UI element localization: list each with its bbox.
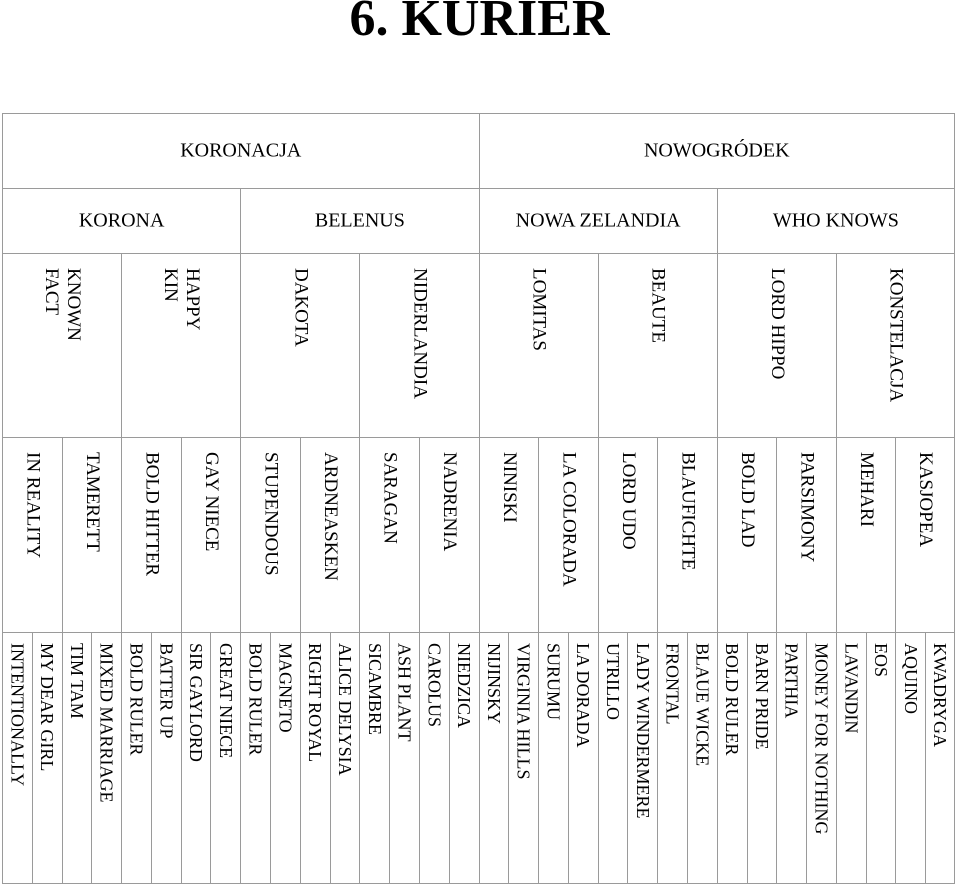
gen5-cell bbox=[449, 632, 479, 884]
gen5-name: GREAT NIECE bbox=[215, 643, 236, 759]
gen5-cell bbox=[747, 632, 777, 884]
gen5-cell bbox=[181, 632, 211, 884]
gen4-cell bbox=[895, 437, 955, 632]
gen5-name: ASH PLANT bbox=[394, 643, 415, 742]
gen5-cell bbox=[330, 632, 360, 884]
gen2-cell bbox=[2, 188, 240, 253]
gen4-cell bbox=[419, 437, 479, 632]
gen5-cell bbox=[687, 632, 717, 884]
gen5-cell bbox=[359, 632, 389, 884]
gen5-name: NIJINSKY bbox=[483, 643, 504, 724]
gen4-name: LA COLORADA bbox=[558, 452, 580, 587]
gen5-cell bbox=[627, 632, 657, 884]
gen5-cell bbox=[717, 632, 747, 884]
gen3-name: BEAUTE bbox=[647, 268, 669, 343]
gen4-cell bbox=[181, 437, 241, 632]
gen5-name: SIR GAYLORD bbox=[186, 643, 207, 762]
gen5-cell bbox=[151, 632, 181, 884]
gen4-name: BLAUFICHTE bbox=[677, 452, 699, 571]
gen3-name: NIDERLANDIA bbox=[409, 268, 431, 399]
gen5-name: UTRILLO bbox=[603, 643, 624, 720]
gen5-name: KWADRYGA bbox=[930, 643, 951, 748]
gen5-name: MIXED MARRIAGE bbox=[96, 643, 117, 803]
gen1-name: NOWOGRÓDEK bbox=[643, 139, 790, 162]
gen3-name: KNOWN FACT bbox=[41, 268, 85, 341]
gen5-name: MY DEAR GIRL bbox=[37, 643, 58, 772]
gen5-cell bbox=[270, 632, 300, 884]
gen5-name: VIRGINIA HILLS bbox=[513, 643, 534, 780]
gen5-name: LADY WINDERMERE bbox=[632, 643, 653, 819]
gen3-name: LOMITAS bbox=[528, 268, 550, 351]
gen5-cell bbox=[657, 632, 687, 884]
gen3-name: LORD HIPPO bbox=[766, 268, 788, 380]
gen5-name: BOLD RULER bbox=[722, 643, 743, 756]
gen4-cell bbox=[538, 437, 598, 632]
gen3-cell bbox=[121, 253, 240, 437]
gen5-name: ALICE DELYSIA bbox=[334, 643, 355, 776]
gen5-name: MONEY FOR NOTHING bbox=[811, 643, 832, 835]
gen4-name: MEHARI bbox=[856, 452, 878, 527]
gen5-name: LA DORADA bbox=[573, 643, 594, 748]
gen5-cell bbox=[925, 632, 955, 884]
gen5-name: AQUINO bbox=[900, 643, 921, 714]
gen5-cell bbox=[419, 632, 449, 884]
gen2-name: KORONA bbox=[78, 209, 165, 232]
gen5-cell bbox=[2, 632, 32, 884]
gen4-name: LORD UDO bbox=[617, 452, 639, 550]
gen3-cell bbox=[598, 253, 717, 437]
gen3-cell bbox=[717, 253, 836, 437]
gen5-cell bbox=[300, 632, 330, 884]
gen4-cell bbox=[479, 437, 539, 632]
gen5-cell bbox=[240, 632, 270, 884]
gen5-name: FRONTAL bbox=[662, 643, 683, 725]
gen4-cell bbox=[717, 437, 777, 632]
gen5-name: BOLD RULER bbox=[245, 643, 266, 756]
gen2-name: NOWA ZELANDIA bbox=[515, 209, 681, 232]
gen2-cell bbox=[717, 188, 955, 253]
gen3-cell bbox=[359, 253, 478, 437]
gen4-name: NADRENIA bbox=[439, 452, 461, 552]
gen2-name: BELENUS bbox=[314, 209, 405, 232]
gen3-name: HAPPY KIN bbox=[160, 268, 204, 330]
gen4-cell bbox=[836, 437, 896, 632]
gen4-name: STUPENDOUS bbox=[260, 452, 282, 576]
gen3-name: DAKOTA bbox=[290, 268, 312, 347]
gen4-cell bbox=[62, 437, 122, 632]
gen4-cell bbox=[300, 437, 360, 632]
gen5-cell bbox=[866, 632, 896, 884]
gen5-cell bbox=[389, 632, 419, 884]
gen5-name: RIGHT ROYAL bbox=[305, 643, 326, 763]
gen4-cell bbox=[776, 437, 836, 632]
gen5-cell bbox=[91, 632, 121, 884]
gen5-cell bbox=[776, 632, 806, 884]
gen5-cell bbox=[538, 632, 568, 884]
gen5-name: BATTER UP bbox=[156, 643, 177, 739]
gen5-cell bbox=[62, 632, 92, 884]
page-title: 6. KURIER bbox=[349, 0, 610, 47]
gen5-name: NIEDZICA bbox=[454, 643, 475, 728]
gen5-name: LAVANDIN bbox=[841, 643, 862, 734]
gen5-name: TIM TAM bbox=[66, 643, 87, 719]
gen1-cell bbox=[479, 113, 956, 188]
gen5-cell bbox=[598, 632, 628, 884]
gen4-name: BOLD LAD bbox=[737, 452, 759, 548]
gen4-name: BOLD HITTER bbox=[141, 452, 163, 577]
gen4-name: IN REALITY bbox=[22, 452, 44, 559]
gen5-name: BOLD RULER bbox=[126, 643, 147, 756]
gen5-name: INTENTIONALLY bbox=[7, 643, 28, 787]
gen5-cell bbox=[32, 632, 62, 884]
gen4-cell bbox=[240, 437, 300, 632]
gen4-cell bbox=[2, 437, 62, 632]
gen2-cell bbox=[479, 188, 717, 253]
gen5-cell bbox=[836, 632, 866, 884]
gen5-cell bbox=[121, 632, 151, 884]
gen3-cell bbox=[240, 253, 359, 437]
gen5-name: BARN PRIDE bbox=[751, 643, 772, 750]
gen4-name: NINISKI bbox=[498, 452, 520, 523]
gen5-cell bbox=[479, 632, 509, 884]
gen4-cell bbox=[359, 437, 419, 632]
gen2-name: WHO KNOWS bbox=[772, 209, 899, 232]
gen4-cell bbox=[598, 437, 658, 632]
gen4-name: KASJOPEA bbox=[915, 452, 937, 548]
gen1-cell bbox=[2, 113, 479, 188]
gen5-name: BLAUE WICKE bbox=[692, 643, 713, 767]
gen5-name: PARTHIA bbox=[781, 643, 802, 719]
gen5-name: CAROLUS bbox=[424, 643, 445, 728]
gen4-name: TAMERETT bbox=[81, 452, 103, 552]
gen3-cell bbox=[479, 253, 598, 437]
gen2-cell bbox=[240, 188, 478, 253]
gen4-cell bbox=[657, 437, 717, 632]
gen5-cell bbox=[568, 632, 598, 884]
gen5-name: SURUMU bbox=[543, 643, 564, 721]
gen4-name: SARAGAN bbox=[379, 452, 401, 544]
gen3-cell bbox=[2, 253, 121, 437]
gen4-name: GAY NIECE bbox=[200, 452, 222, 552]
gen5-cell bbox=[895, 632, 925, 884]
gen5-name: MAGNETO bbox=[275, 643, 296, 733]
gen3-cell bbox=[836, 253, 955, 437]
gen1-name: KORONACJA bbox=[180, 139, 302, 162]
gen4-name: PARSIMONY bbox=[796, 452, 818, 563]
gen5-cell bbox=[806, 632, 836, 884]
gen5-cell bbox=[508, 632, 538, 884]
gen5-name: SICAMBRE bbox=[364, 643, 385, 736]
gen3-name: KONSTELACJA bbox=[885, 268, 907, 403]
gen5-name: EOS bbox=[871, 643, 892, 678]
gen5-cell bbox=[210, 632, 240, 884]
gen4-name: ARDNEASKEN bbox=[320, 452, 342, 581]
gen4-cell bbox=[121, 437, 181, 632]
